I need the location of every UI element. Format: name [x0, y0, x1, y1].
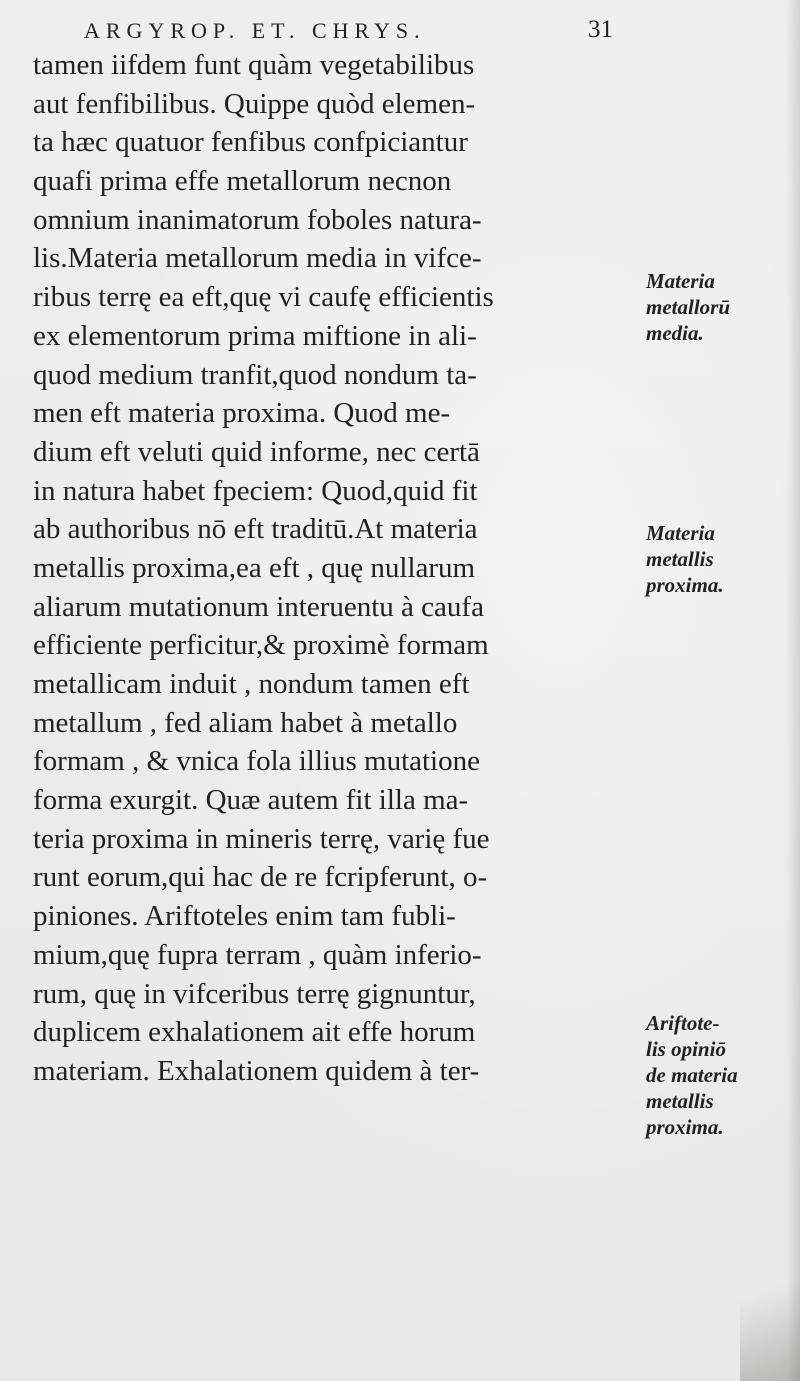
- text-line: efficiente perficitur,& proximè formam: [33, 629, 489, 662]
- text-line: materiam. Exhalationem quidem à ter-: [33, 1054, 480, 1087]
- text-line: dium eft veluti quid informe, nec certā: [33, 435, 480, 468]
- text-line: metallicam induit , nondum tamen eft: [33, 668, 470, 700]
- marginal-note-line: proxima.: [646, 1115, 724, 1139]
- marginal-note-line: Materia: [646, 521, 715, 545]
- marginal-note-line: lis opiniō: [646, 1037, 726, 1061]
- text-line: rum, quę in vifceribus terrę gignuntur,: [33, 977, 476, 1010]
- text-line: tamen iifdem funt quàm vegetabilibus: [33, 49, 475, 81]
- page-header: [60, 14, 790, 50]
- marginal-note: [646, 520, 724, 598]
- text-line: omnium inanimatorum foboles natura-: [33, 203, 482, 236]
- marginal-note: [646, 268, 730, 346]
- running-head: ARGYROP. ET. CHRYS.: [84, 18, 426, 43]
- text-line: piniones. Ariftoteles enim tam fubli-: [33, 900, 456, 933]
- text-line: mium,quę fupra terram , quàm inferio-: [33, 938, 482, 971]
- text-line: aut fenfibilibus. Quippe quòd elemen-: [33, 87, 476, 120]
- marginal-note-line: proxima.: [646, 573, 724, 597]
- text-line: quod medium tranfit,quod nondum ta-: [33, 358, 477, 391]
- text-line: teria proxima in mineris terrę, varię fue: [33, 822, 490, 855]
- text-line: men eft materia proxima. Quod me-: [33, 397, 451, 430]
- text-line: ab authoribus nō eft traditū.At materia: [33, 513, 478, 546]
- text-line: lis.Materia metallorum media in vifce-: [33, 242, 482, 275]
- text-line: duplicem exhalationem ait effe horum: [33, 1016, 476, 1049]
- page-edge-shadow: [786, 0, 800, 1381]
- text-line: ta hæc quatuor fenfibus confpiciantur: [33, 126, 468, 159]
- marginal-note-line: metallis: [646, 547, 714, 571]
- text-line: aliarum mutationum interuentu à caufa: [33, 590, 484, 623]
- text-line: in natura habet fpeciem: Quod,quid fit: [33, 474, 478, 507]
- body-text: [33, 46, 643, 1091]
- text-line: ex elementorum prima miftione in ali-: [33, 319, 477, 352]
- text-line: quafi prima effe metallorum necnon: [33, 165, 452, 198]
- marginal-note-line: Materia: [646, 269, 715, 293]
- page-number: 31: [588, 16, 613, 43]
- marginal-note-line: media.: [646, 321, 704, 345]
- marginal-note-line: metallis: [646, 1089, 714, 1113]
- text-line: metallum , fed aliam habet à metallo: [33, 706, 458, 739]
- text-line: ribus terrę ea eft,quę vi caufę efficientis: [33, 281, 494, 314]
- text-line: metallis proxima,ea eft , quę nullarum: [33, 551, 476, 584]
- marginal-note-line: metallorū: [646, 295, 731, 319]
- text-line: forma exurgit. Quæ autem fit illa ma-: [33, 784, 469, 817]
- page-curl: [740, 1231, 800, 1381]
- marginal-note-line: de materia: [646, 1063, 738, 1087]
- text-line: runt eorum,qui hac de re fcripferunt, o-: [33, 861, 488, 894]
- text-line: formam , & vnica fola illius mutatione: [33, 745, 480, 778]
- marginal-note-line: Ariftote-: [646, 1011, 720, 1035]
- marginal-note: [646, 1010, 738, 1140]
